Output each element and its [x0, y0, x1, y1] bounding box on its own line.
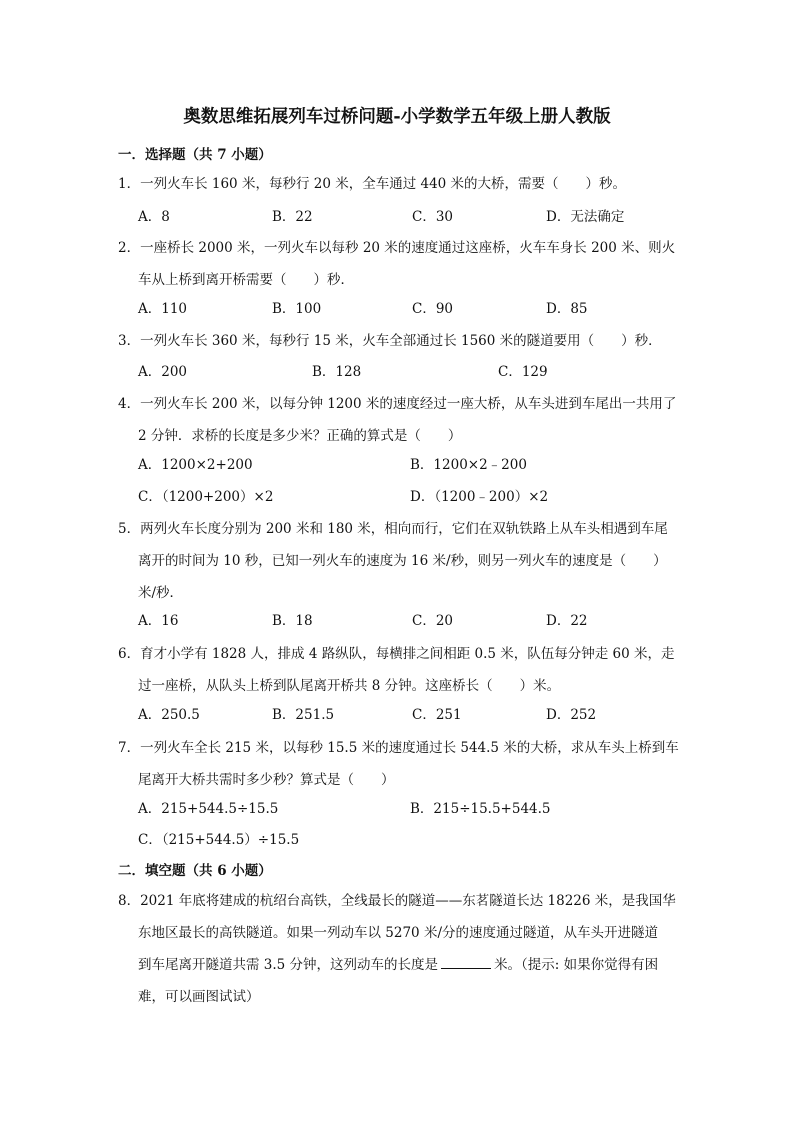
option-d: D．22: [546, 613, 588, 629]
question-6-text-line1: 6．育才小学有 1828 人，排成 4 路纵队，每横排之间相距 0.5 米，队伍每分钟走 60 米，走: [118, 646, 675, 662]
option-c: C．20: [412, 613, 454, 629]
question-8: [118, 885, 680, 1013]
question-4-options-row1: [138, 454, 698, 476]
option-b: B．100: [272, 301, 322, 317]
option-d: D．（1200﹣200）×2: [410, 489, 549, 505]
question-4-text-line1: 4．一列火车长 200 米，以每分钟 1200 米的速度经过一座大桥，从车头进到车尾出一共用了: [118, 396, 677, 412]
option-b: B．251.5: [272, 707, 335, 723]
question-4: [118, 388, 680, 452]
question-5-text-line3: 米/秒．: [138, 585, 184, 601]
option-b: B．22: [272, 209, 313, 225]
question-5-options: [138, 610, 698, 632]
question-2-text-line2: 车从上桥到离开桥需要（ ）秒．: [138, 272, 354, 288]
question-8-text-line1: 8．2021 年底将建成的杭绍台高铁，全线最长的隧道——东茗隧道长达 18226 米，是我国华: [118, 893, 676, 909]
option-a: A．1200×2+200: [138, 457, 253, 473]
option-b: B．18: [272, 613, 313, 629]
question-7: [118, 732, 680, 796]
option-a: A．16: [138, 613, 179, 629]
question-3-text: 3．一列火车长 360 米，每秒行 15 米，火车全部通过长 1560 米的隧道要用（ ）秒．: [118, 333, 662, 349]
option-a: A．215+544.5÷15.5: [138, 801, 279, 817]
question-2-options: [138, 298, 698, 320]
option-b: B．215÷15.5+544.5: [410, 801, 551, 817]
question-7-text-line1: 7．一列火车全长 215 米，以每秒 15.5 米的速度通过长 544.5 米的大桥，求从车头上桥到车: [118, 740, 679, 756]
question-1-options: [138, 206, 698, 228]
question-8-text-line2: 东地区最长的高铁隧道。如果一列动车以 5270 米/分的速度通过隧道，从车头开进隧道: [138, 925, 658, 941]
option-a: A．110: [138, 301, 188, 317]
question-6: [118, 638, 680, 702]
option-d: D．85: [546, 301, 588, 317]
section-heading-fill-in: 二．填空题（共 6 小题）: [118, 863, 272, 879]
question-6-text-line2: 过一座桥，从队头上桥到队尾离开桥共 8 分钟。这座桥长（ ）米。: [138, 678, 561, 694]
question-7-text-line2: 尾离开大桥共需时多少秒？算式是（ ）: [138, 772, 395, 788]
option-c: C．（1200+200）×2: [138, 489, 274, 505]
question-8-text-line3-end: 米。（提示: 如果你觉得有困: [494, 957, 659, 973]
answer-blank[interactable]: [441, 954, 491, 969]
question-8-text-line4: 难，可以画图试试）: [138, 989, 260, 1005]
question-3: [118, 325, 680, 357]
question-7-options-row2: [138, 829, 698, 851]
question-1: [118, 168, 680, 200]
option-c: C．（215+544.5）÷15.5: [138, 832, 300, 848]
question-2: [118, 232, 680, 296]
question-6-options: [138, 704, 698, 726]
option-b: B．1200×2﹣200: [410, 457, 527, 473]
option-c: C．30: [412, 209, 454, 225]
question-2-text-line1: 2．一座桥长 2000 米，一列火车以每秒 20 米的速度通过这座桥，火车车身长 200 米、则火: [118, 240, 676, 256]
option-a: A．200: [138, 364, 188, 380]
option-b: B．128: [312, 364, 362, 380]
option-c: C．90: [412, 301, 454, 317]
question-8-text-line3-start: 到车尾离开隧道共需 3.5 分钟，这列动车的长度是: [138, 957, 439, 973]
question-5: [118, 513, 680, 609]
question-5-text-line1: 5．两列火车长度分别为 200 米和 180 米，相向而行，它们在双轨铁路上从车头相遇到车尾: [118, 521, 668, 537]
option-c: C．129: [498, 364, 548, 380]
option-a: A．8: [138, 209, 170, 225]
option-d: D．252: [546, 707, 597, 723]
question-3-options: [138, 361, 698, 383]
option-c: C．251: [412, 707, 462, 723]
question-1-text: 1．一列火车长 160 米，每秒行 20 米，全车通过 440 米的大桥，需要（ ）秒。: [118, 176, 627, 192]
question-8-text-line3: [118, 949, 680, 981]
question-5-text-line2: 离开的时间为 10 秒，已知一列火车的速度为 16 米/秒，则另一列火车的速度是（ ）: [138, 553, 667, 569]
question-7-options-row1: [138, 798, 698, 820]
question-4-text-line2: 2 分钟．求桥的长度是多少米？正确的算式是（ ）: [138, 428, 462, 444]
option-d: D．无法确定: [546, 209, 625, 225]
question-4-options-row2: [138, 486, 698, 508]
page-title: 奥数思维拓展列车过桥问题-小学数学五年级上册人教版: [183, 107, 611, 127]
option-a: A．250.5: [138, 707, 200, 723]
section-heading-choice: 一．选择题（共 7 小题）: [118, 147, 272, 163]
